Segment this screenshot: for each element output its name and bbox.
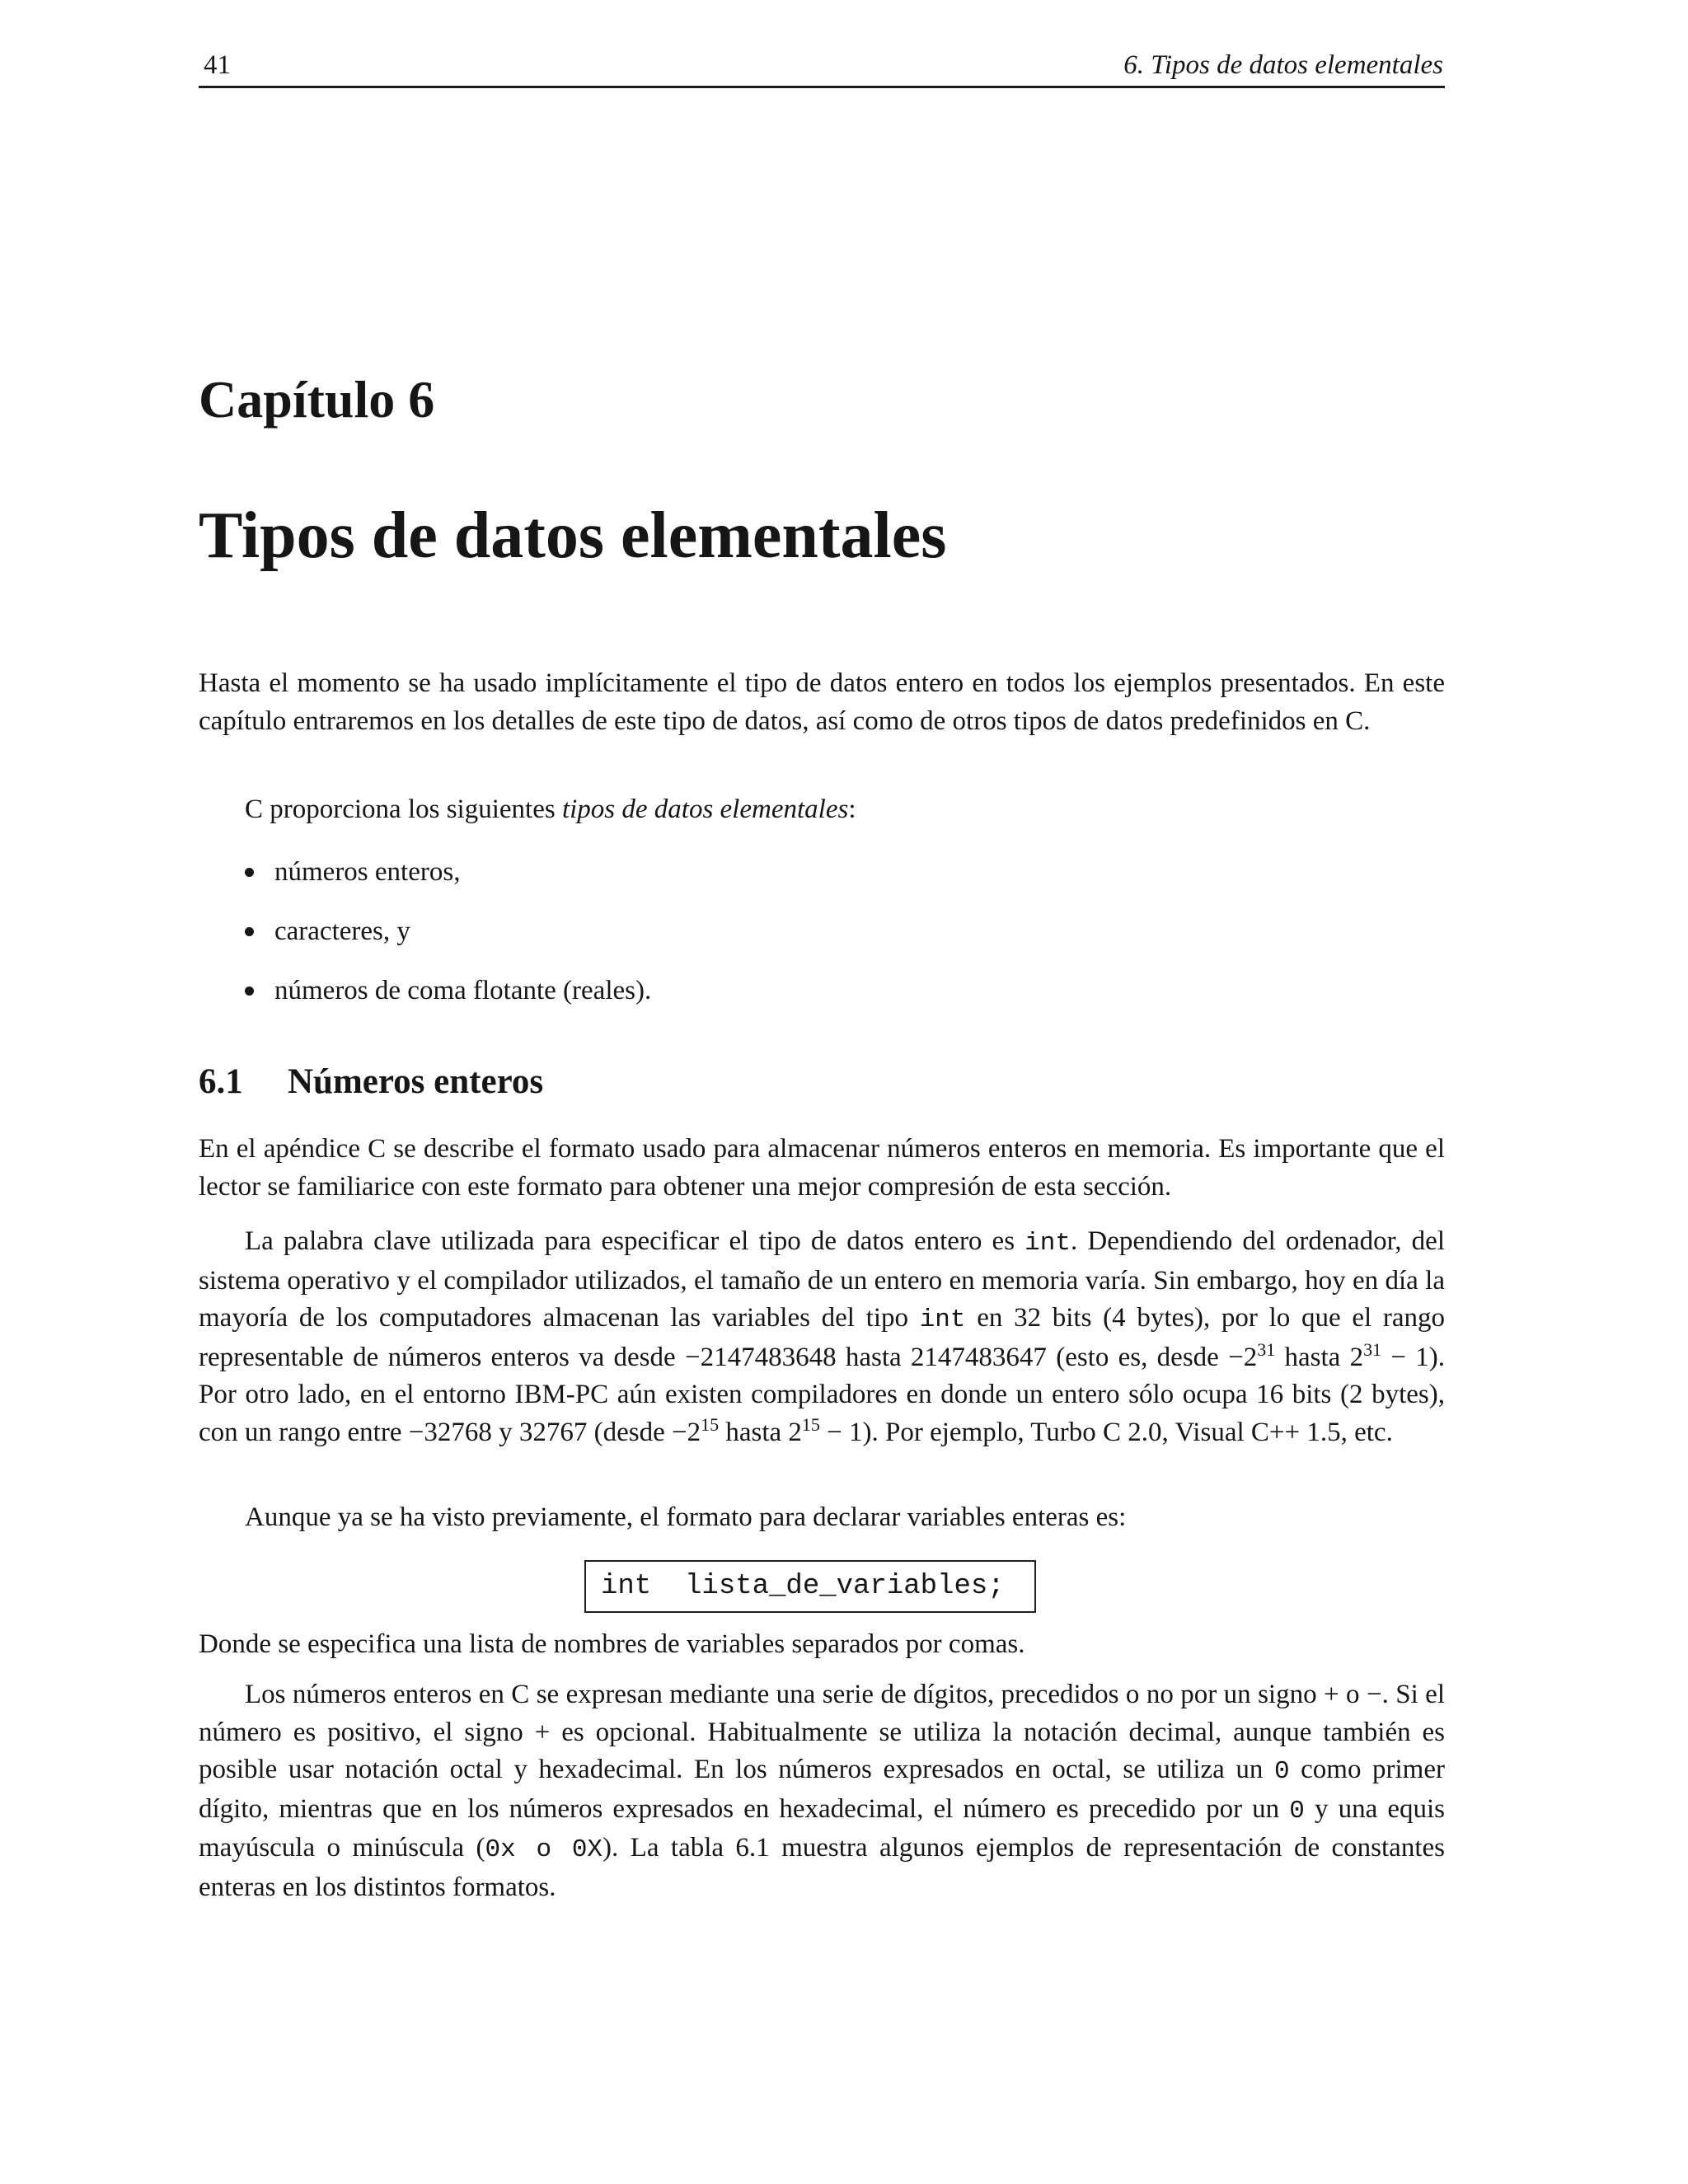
paragraph-text: y una equis mayúscula o minúscula ( [199,1793,1445,1863]
chapter-title: Tipos de datos elementales [199,499,947,572]
bullet-icon [245,868,254,877]
paragraph-text: en 32 bits (4 bytes), por lo que el rango representable de números enteros va desde −2147483648 hasta 2147483647 (esto es, desde −2 [199,1303,1445,1372]
paragraph-text: − 1). Por ejemplo, Turbo C 2.0, Visual C++ 1.5, etc. [819,1417,1393,1447]
hex-prefix-variants-code: 0x o 0X [485,1835,603,1864]
list-item-text: números de coma flotante (reales). [274,976,652,1005]
hex-prefix-code: 0 [1289,1796,1305,1825]
running-title: 6. Tipos de datos elementales [1123,50,1443,80]
exponent: 15 [701,1413,720,1435]
section-title: Números enteros [288,1062,544,1101]
paragraph-text: Los números enteros en C se expresan mediante una serie de dígitos, precedidos o no por un signo + o −. Si el número es positivo, el signo + es opcional. Habitualmente se utiliza la notación decimal, aunque también es posible usar notación octal y hexadecimal. En los números expresados en octal, se utiliza un [199,1680,1445,1784]
page-number: 41 [204,50,231,80]
section-heading [199,1057,543,1107]
intro-types-emphasis: tipos de datos elementales [561,794,849,824]
paragraph-text: ). La tabla 6.1 muestra algunos ejemplos de representación de constantes enteras en los distintos formatos. [199,1833,1445,1902]
document-page [199,0,1445,2184]
section-number: 6.1 [199,1062,243,1101]
integer-literals-paragraph [199,1676,1445,1906]
paragraph-text: hasta 2 [719,1417,802,1447]
bullet-icon [245,987,254,996]
declaration-code-box: int lista_de_variables; [584,1560,1036,1613]
list-item-text: números enteros, [274,857,461,887]
intro-types-text: C proporciona los siguientes [245,794,562,824]
paragraph-text: . Dependiendo del ordenador, del sistema operativo y el compilador utilizados, el tamaño de un entero en memoria varía. Sin embargo, hoy en día la mayoría de los computadores almacenan las variables del tipo [199,1226,1445,1333]
exponent: 31 [1363,1338,1382,1360]
paragraph-text: − 1). Por otro lado, en el entorno IBM-PC aún existen compiladores en donde un entero sólo ocupa 16 bits (2 bytes), con un rango entre −32768 y 32767 (desde −2 [199,1342,1445,1447]
chapter-label: Capítulo 6 [199,370,435,429]
running-header [199,45,1445,88]
octal-prefix-code: 0 [1273,1757,1290,1786]
int-keyword: int [919,1305,966,1334]
declaration-intro-paragraph: Aunque ya se ha visto previamente, el formato para declarar variables enteras es: [245,1502,1127,1532]
bullet-icon [245,927,254,936]
data-types-list [245,854,651,1032]
intro-types-colon: : [848,794,856,824]
paragraph-text: hasta 2 [1275,1342,1364,1372]
int-keyword-paragraph [199,1223,1445,1451]
list-item [245,972,651,1032]
exponent: 15 [801,1413,820,1435]
paragraph-text: como primer dígito, mientras que en los números expresados en hexadecimal, el número es precedido por un [199,1755,1445,1824]
paragraph-text: La palabra clave utilizada para especificar el tipo de datos entero es [245,1226,1025,1256]
list-item [245,913,651,972]
section-intro-paragraph: En el apéndice C se describe el formato usado para almacenar números enteros en memoria. Es importante que el lector se familiarice con este formato para obtener una mejor compresión de esta sección. [199,1134,1445,1202]
declaration-note-paragraph: Donde se especifica una lista de nombres de variables separados por comas. [199,1629,1025,1659]
list-item [245,854,651,913]
intro-types-paragraph [199,791,1445,829]
exponent: 31 [1257,1338,1276,1360]
intro-paragraph: Hasta el momento se ha usado implícitamente el tipo de datos entero en todos los ejemplos presentados. En este capítulo entraremos en los detalles de este tipo de datos, así como de otros tipos de datos predefinidos en C. [199,668,1445,736]
int-keyword: int [1025,1229,1071,1258]
list-item-text: caracteres, y [274,916,410,946]
